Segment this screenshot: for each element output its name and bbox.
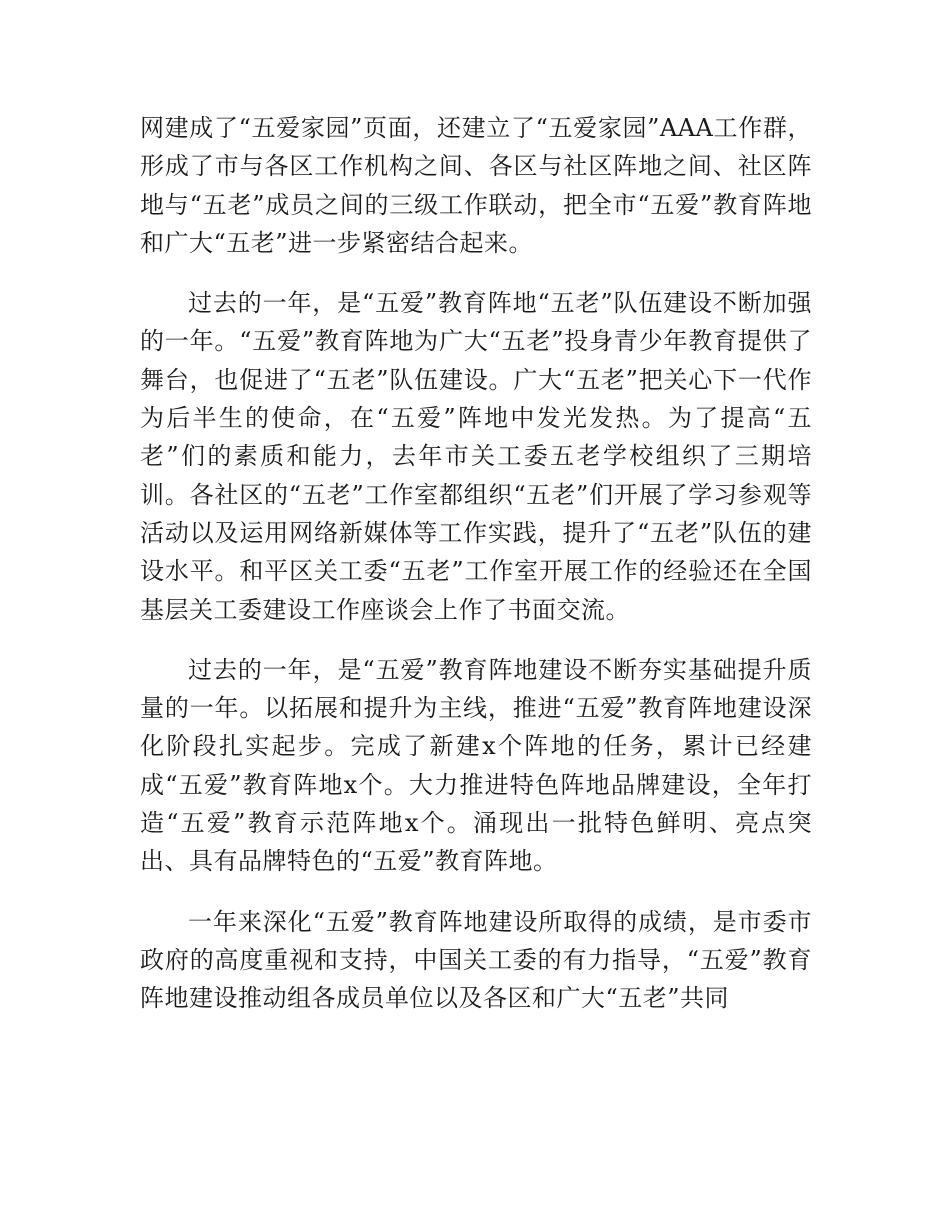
paragraph-team-building: 过去的一年，是“五爱”教育阵地“五老”队伍建设不断加强的一年。“五爱”教育阵地为广大“五老”投身青少年教育提供了舞台，也促进了“五老”队伍建设。广大“五老”把关心下一代作为后半生的使命，在“五爱”阵地中发光发热。为了提高“五老”们的素质和能力，去年市关工委五老学校组织了三期培训。各社区的“五老”工作室都组织“五老”们开展了学习参观等活动以及运用网络新媒体等工作实践，提升了“五老”队伍的建设水平。和平区关工委“五老”工作室开展工作的经验还在全国基层关工委建设工作座谈会上作了书面交流。 bbox=[140, 289, 812, 624]
paragraph-achievements: 一年来深化“五爱”教育阵地建设所取得的成绩，是市委市政府的高度重视和支持，中国关工委的有力指导，“五爱”教育阵地建设推动组各成员单位以及各区和广大“五老”共同 bbox=[140, 907, 812, 1013]
paragraph-base-building: 过去的一年，是“五爱”教育阵地建设不断夯实基础提升质量的一年。以拓展和提升为主线，推进“五爱”教育阵地建设深化阶段扎实起步。完成了新建x个阵地的任务，累计已经建成“五爱”教育阵地x个。大力推进特色阵地品牌建设，全年打造“五爱”教育示范阵地x个。涌现出一批特色鲜明、亮点突出、具有品牌特色的“五爱”教育阵地。 bbox=[140, 655, 812, 876]
document-page bbox=[140, 109, 812, 1040]
paragraph-continuation: 网建成了“五爱家园”页面，还建立了“五爱家园”AAA工作群，形成了市与各区工作机构之间、各区与社区阵地之间、社区阵地与“五老”成员之间的三级工作联动，把全市“五爱”教育阵地和广大“五老”进一步紧密结合起来。 bbox=[140, 114, 812, 257]
